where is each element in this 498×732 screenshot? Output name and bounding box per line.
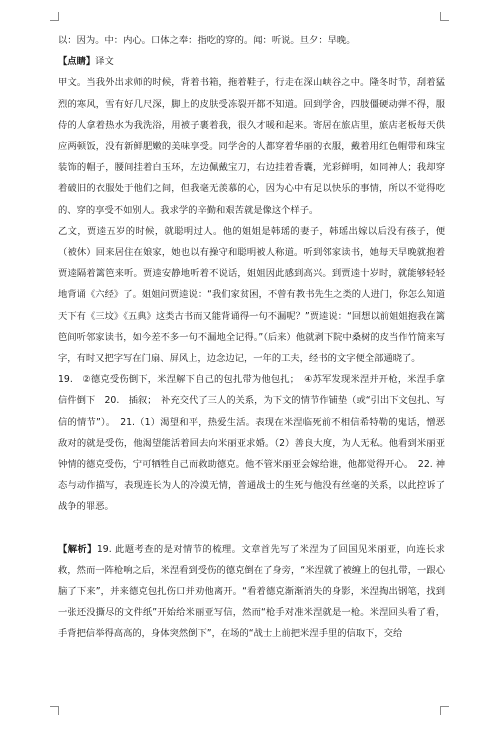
analysis-text: 19. 此题考查的是对情节的梳理。文章首先写了米涅为了回国见米丽亚，向连长求救，然而一阵枪响之后，米涅看到受伤的德克倒在了身旁，“米涅就了被缠上的包扎带，一跟心脑了下来”，并来德克包扎伤口并劝他离开。“看着德克渐渐消失的身影，米涅掏出钢笔，找到一张还没撕尽的文件纸”开始给米丽亚写信，然而“枪手对准米涅就是一枪。米涅回头看了看，手背把信举得高高的，身体突然倒下”，在场的“战士上前把米涅手里的信取下，交给 (58, 543, 445, 640)
translation-jia: 甲文。当我外出求师的时候，背着书箱，拖着鞋子，行走在深山峡谷之中。隆冬时节，刮着猛烈的寒风，雪有好几尺深，脚上的皮肤受冻裂开都不知道。回到学舍，四肢僵硬动弹不得，服侍的人拿着热水为我洗浴，用被子裹着我，很久才暖和起来。寄居在旅店里，旅店老板每天供应两顿饭，没有新鲜肥嫩的美味享受。同学舍的人都穿着华丽的衣服，戴着用红色帽带和珠宝装饰的帽子，腰间挂着白玉环，左边佩戴宝刀，右边挂着香囊，光彩鲜明，如同神人；我却穿着破旧的衣服处于他们之间，但我毫无羡慕的心，因为心中有足以快乐的事情，所以不觉得吃的、穿的享受不如别人。我求学的辛勤和艰苦就是像这个样子。 (58, 77, 445, 216)
analysis-tag: 【解析】 (58, 543, 97, 555)
translation-yi: 乙文，贾逵五岁的时候，就聪明过人。他的姐姐是韩瑶的妻子，韩瑶出嫁以后没有孩子，便（被休）回来居住在娘家，她也以有操守和聪明被人称道。听到邻家读书，她每天早晚就抱着贾逵隔着篱笆来听。贾逵安静地听着不说话，姐姐因此感到高兴。到贾逵十岁时，就能够轻轻地背诵《六经》了。姐姐问贾逵说：“我们家贫困，不曾有教书先生之类的人进门，你怎么知道天下有《三坟》《五典》这类古书而又能背诵得一句不漏呢？”贾逵说：“回想以前姐姐抱我在篱笆间听邻家读书，如今差不多一句不漏地全记得。”（后来）他就剥下院中桑树的皮当作竹简来写字，有时又把字写在门扇、屏风上，边念边记，一年的工夫，经书的文字便全部通晓了。 (58, 225, 445, 365)
margin-mark-bottom-left (50, 706, 59, 715)
margin-mark-bottom-right (440, 706, 449, 715)
answers-block: 19. ②德克受伤倒下，米涅解下自己的包扎带为他包扎； ④苏军发现米涅并开枪，米涅手拿信件倒下 20. 插叙； 补充交代了三人的关系，为下文的情节作铺垫（或“引出下文包扎、写信的情节”）。 21.（1）渴望和平，热爱生活。表现在米涅临死前不相信希特勒的鬼话，憎恶敌对的就是受伤，他渴望能活着回去向米丽亚求婚。（2）善良大度，为人无私。他看到米丽亚钟情的德克受伤，宁可牺牲自己而救助德克。他不管米丽亚会嫁给谁，他都觉得开心。 22. 神态与动作描写，表现连长为人的冷漠无情，普通战士的生死与他没有丝毫的关系，以此控诉了战争的罪恶。 (58, 374, 445, 513)
points-title: 译文 (95, 56, 114, 68)
points-heading (58, 51, 445, 72)
margin-mark-top-left (50, 12, 59, 21)
margin-mark-top-right (440, 12, 449, 21)
document-page (58, 30, 445, 645)
annotation-line: 以：因为。中：内心。口体之奉：指吃的穿的。闻：听说。旦夕：早晚。 (58, 35, 356, 46)
analysis-block (58, 539, 445, 645)
blank-line (58, 518, 445, 539)
points-tag: 【点睛】 (58, 56, 96, 68)
